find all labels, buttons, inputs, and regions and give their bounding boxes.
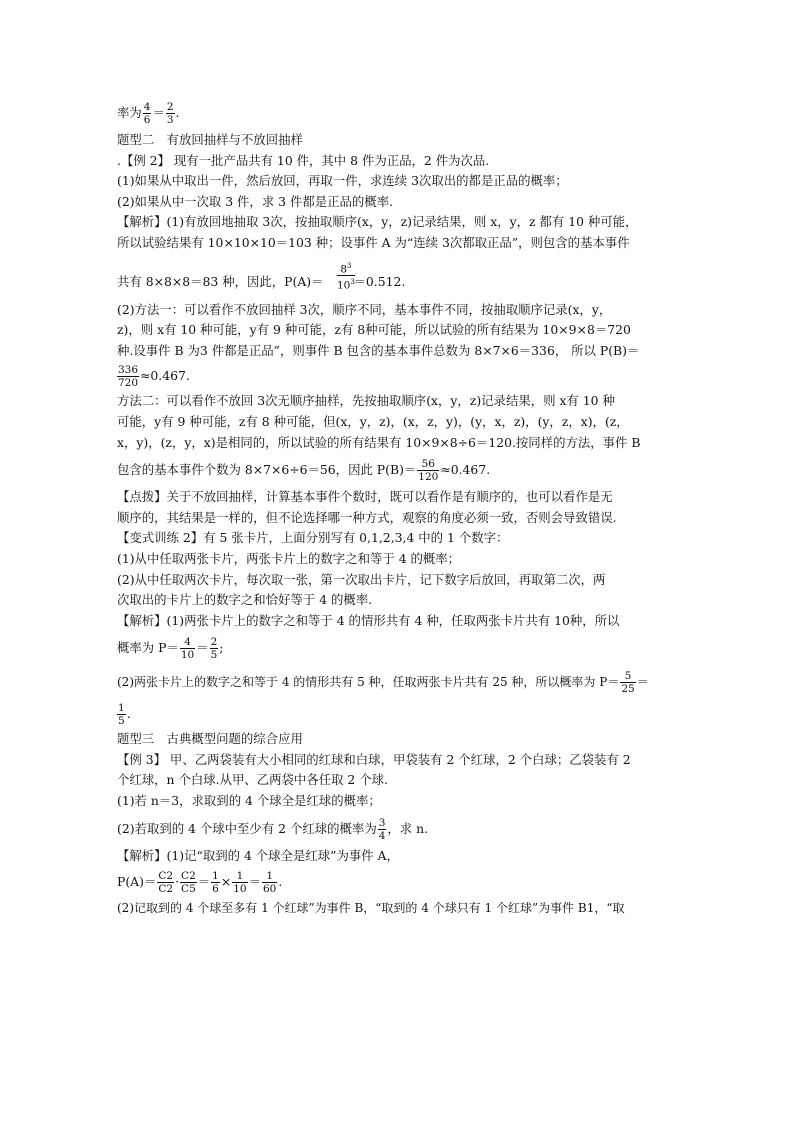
text: · xyxy=(175,874,180,890)
solution-formula-line xyxy=(117,631,679,665)
text: 概率为 P＝ xyxy=(117,640,179,656)
variant-question-2: (2)从中任取两次卡片，每次取一张，第一次取出卡片，记下数字后放回，再取第二次，两 xyxy=(117,571,606,587)
denominator: 10 xyxy=(233,883,247,896)
text: ＝ xyxy=(152,105,165,120)
spacer xyxy=(117,292,679,300)
section-title: 题型二 有放回抽样与不放回抽样 xyxy=(117,132,303,147)
numerator: 336 xyxy=(118,364,139,377)
text: ≈0.467. xyxy=(140,368,190,384)
solution-formula-line xyxy=(117,699,679,729)
fraction xyxy=(337,260,355,292)
fraction xyxy=(211,870,220,895)
tip-line: 【点拨】关于不放回抽样，计算基本事件个数时，既可以看作是有顺序的，也可以看作是无 xyxy=(117,489,613,505)
variant-question-2: 次取出的卡片上的数字之和恰好等于 4 的概率. xyxy=(117,592,373,608)
example-3-statement: 【例 3】 甲、乙两袋装有大小相同的红球和白球，甲袋装有 2 个红球，2 个白球；乙袋装有 2 xyxy=(117,751,631,767)
solution-line: 【解析】(1)记“取到的 4 个球全是红球”为事件 A， xyxy=(117,847,399,863)
fraction xyxy=(620,670,635,695)
text: ≈0.467. xyxy=(440,462,491,478)
section-title: 题型三 古典概型问题的综合应用 xyxy=(117,731,303,747)
denominator: 25 xyxy=(621,683,635,696)
numerator: 5 xyxy=(620,670,635,683)
text: ＝ xyxy=(197,874,211,890)
method-2-line: 可能，y有 9 种可能，z有 8 种可能，但(x，y，z)，(x，z，y)，(y，x，z)，(y，z，x)，(z， xyxy=(117,413,629,429)
numerator: 4 xyxy=(180,636,195,649)
solution-formula-line xyxy=(117,254,679,292)
tip-line: 顺序的，其结果是一样的，但不论选择哪一种方式，观察的角度必须一致，否则会导致错误. xyxy=(117,509,617,525)
document-page xyxy=(117,96,679,919)
method-1-line: (2)方法一：可以看作不放回抽样 3次，顺序不同，基本事件不同，按抽取顺序记录(x，y， xyxy=(117,301,612,317)
text: ; xyxy=(219,640,224,656)
solution-line: (2)记取到的 4 个球至多有 1 个红球”为事件 B，“取到的 4 个球只有 1 个红球”为事件 B1，“取 xyxy=(117,901,625,916)
solution-line: 【解析】(1)两张卡片上的数字之和等于 4 的情形共有 4 种，任取两张卡片共有 10种，所以 xyxy=(117,612,620,628)
exponent: 3 xyxy=(347,261,352,270)
text xyxy=(117,272,405,293)
solution-line: 【解析】(1)有放回地抽取 3次，按抽取顺序(x，y，z)记录结果，则 x，y，z 都有 10 种可能， xyxy=(117,214,638,230)
text: ＝ xyxy=(196,640,209,656)
denominator xyxy=(337,276,355,292)
result-line xyxy=(117,96,679,130)
text: 8 xyxy=(340,263,348,276)
solution-formula-line xyxy=(117,866,679,898)
numerator: 1 xyxy=(118,702,125,715)
text: ，求 n. xyxy=(387,820,429,836)
text: . xyxy=(175,105,180,120)
text: × xyxy=(220,874,232,890)
numerator: 56 xyxy=(417,458,439,471)
text: ＝ xyxy=(248,874,261,890)
fraction xyxy=(166,101,175,126)
method-2-result xyxy=(117,453,679,487)
denominator: 5 xyxy=(118,715,125,728)
denominator: 6 xyxy=(143,114,151,126)
method-2-line: 方法二：可以看作不放回 3次无顺序抽样，先按抽取顺序(x，y，z)记录结果，则 x有 10 种 xyxy=(117,393,615,409)
numerator: 2 xyxy=(166,101,174,113)
text: 10 xyxy=(337,279,351,292)
fraction xyxy=(417,458,439,483)
denominator: 10 xyxy=(180,649,195,662)
text: ＝0.512. xyxy=(353,273,406,289)
variant-question-1: (1)从中任取两张卡片，两张卡片上的数字之和等于 4 的概率； xyxy=(117,550,461,566)
text: . xyxy=(126,706,131,722)
text: (2)若取到的 4 个球中至少有 2 个红球的概率为 xyxy=(117,820,377,836)
numerator: 1 xyxy=(262,870,277,883)
solution-formula-line xyxy=(117,665,679,699)
denominator: C5 xyxy=(181,883,196,896)
text: P(A)＝ xyxy=(117,874,157,890)
solution-line: 所以试验结果有 10×10×10＝103 种；设事件 A 为“连续 3次都取正品”，则包含的基本事件 xyxy=(117,234,630,250)
numerator xyxy=(337,260,355,277)
text: 包含的基本事件个数为 8×7×6÷6＝56，因此 P(B)＝ xyxy=(117,462,417,478)
text: (2)两张卡片上的数字之和等于 4 的情形共有 5 种，任取两张卡片共有 25 种，所以概率为 P＝ xyxy=(117,675,620,690)
numerator: 3 xyxy=(378,816,386,829)
numerator: 4 xyxy=(143,101,151,113)
denominator: 60 xyxy=(262,883,277,896)
text: . xyxy=(278,874,283,890)
fraction xyxy=(117,364,139,389)
numerator: 1 xyxy=(232,870,247,883)
method-2-line: x，y)，(z，y，x)是相同的，所以试验的所有结果有 10×9×8÷6＝120.按同样的方法，事件 B xyxy=(117,434,641,450)
fraction xyxy=(232,870,247,895)
example-2-question-2: (2)如果从中一次取 3 件，求 3 件都是正品的概率. xyxy=(117,193,394,209)
denominator: C2 xyxy=(158,883,174,896)
method-1-line: 种.设事件 B 为3 件都是正品”，则事件 B 包含的基本事件总数为 8×7×6＝336， 所以 P(B)＝ xyxy=(117,342,640,358)
fraction xyxy=(180,870,197,895)
example-2-statement: .【例 2】 现有一批产品共有 10 件，其中 8 件为正品，2 件为次品. xyxy=(117,152,490,168)
numerator: C2 xyxy=(158,870,174,883)
denominator: 6 xyxy=(212,883,219,896)
method-1-result xyxy=(117,361,679,391)
example-2-question-1: (1)如果从中取出一件，然后放回，再取一件，求连续 3次取出的都是正品的概率； xyxy=(117,173,568,189)
exponent: 3 xyxy=(350,278,355,287)
denominator: 4 xyxy=(378,829,386,842)
fraction xyxy=(117,702,126,727)
method-1-line: z)，则 x有 10 种可能，y有 9 种可能，z有 8种可能，所以试验的所有结果为 10×9×8＝720 xyxy=(117,322,631,338)
text: ＝ xyxy=(636,675,649,690)
variant-training-2: 【变式训练 2】有 5 张卡片，上面分别写有 0,1,2,3,4 中的 1 个数字： xyxy=(117,530,509,546)
denominator: 720 xyxy=(118,377,139,390)
numerator: C2 xyxy=(181,870,196,883)
example-3-question-1: (1)若 n＝3，求取到的 4 个球全是红球的概率； xyxy=(117,793,381,809)
fraction xyxy=(143,101,152,126)
numerator: 1 xyxy=(212,870,219,883)
denominator: 120 xyxy=(418,471,439,484)
denominator: 5 xyxy=(210,649,218,662)
text: 共有 8×8×8＝83 种，因此，P(A)＝ xyxy=(117,273,324,289)
example-3-statement: 个红球，n 个白球.从甲、乙两袋中各任取 2 个球. xyxy=(117,772,388,788)
fraction xyxy=(378,817,387,842)
text: 率为 xyxy=(117,105,142,120)
example-3-question-2 xyxy=(117,812,679,846)
fraction xyxy=(157,870,174,895)
numerator: 2 xyxy=(210,636,218,649)
fraction xyxy=(210,636,219,661)
denominator: 3 xyxy=(166,114,174,126)
fraction xyxy=(262,870,277,895)
fraction xyxy=(180,636,195,661)
